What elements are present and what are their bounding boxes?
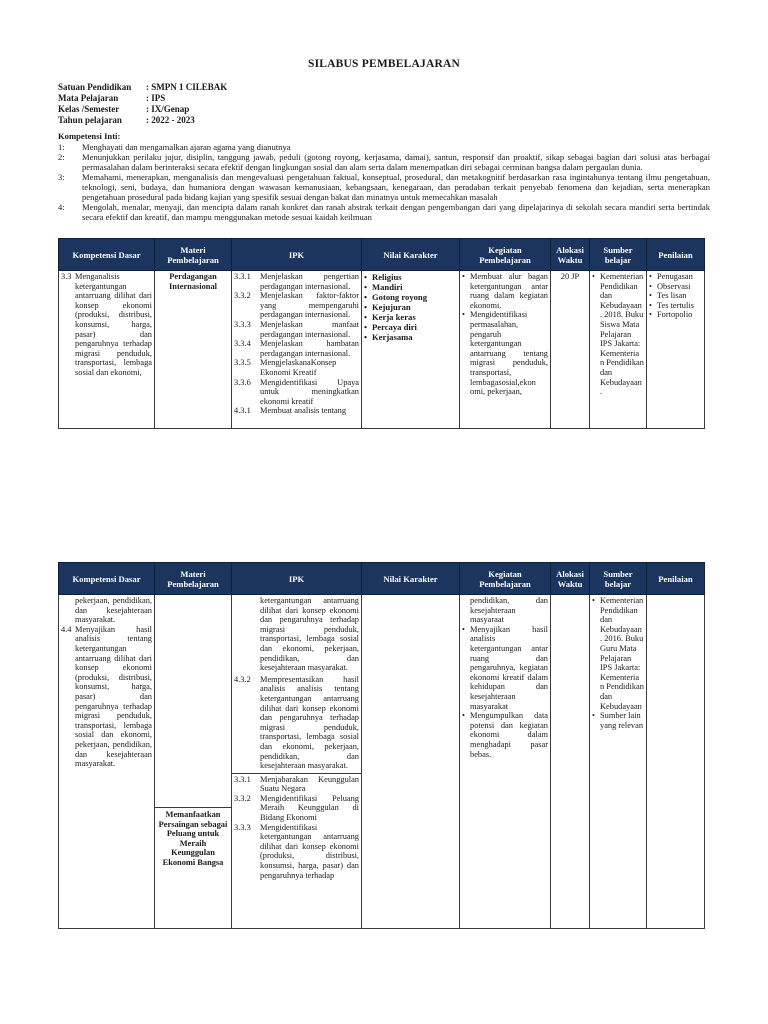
- ipk-item: [234, 794, 359, 823]
- ipk-text: Mempresentasikan hasil analisis analisis tentang ketergantungan antarruang dilihat dari konsep ekonomi dan pengaruhnya terhadap migrasi penduduk, transportasi, lembaga sosial dan ekonomi, pekerjaan, pendidikan, dan kesejahteraan masyarakat.: [260, 674, 359, 771]
- info-key: Tahun pelajaran: [58, 115, 122, 125]
- page-title: SILABUS PEMBELAJARAN: [308, 58, 460, 70]
- kd-text: Menganalisis ketergantungan antarruang dilihat dari konsep ekonomi (produksi, distribusi, konsumsi, harga, pasar) dan pengaruhnya terhadap migrasi penduduk, transportasi, lembaga sosial dan ekonomi,: [75, 272, 152, 377]
- kegiatan-list: [462, 625, 548, 759]
- cell-materi: [155, 271, 232, 429]
- list-item: • Membuat alur bagan ketergantungan antar ruang dalam kegiatan ekonomi.: [470, 272, 548, 310]
- cell-kompetensi-dasar: [59, 595, 155, 929]
- ki-item: [58, 172, 710, 202]
- header-materi: Materi Pembelajaran: [155, 239, 232, 271]
- kd-item: [61, 625, 152, 769]
- ipk-text: Mengidentifikasi Upaya untuk meningkatkan ekonomi kreatif: [260, 377, 359, 406]
- ki-number: 3:: [58, 172, 65, 182]
- ipk-block-b: [232, 773, 361, 881]
- list-item: • Religius: [372, 272, 457, 282]
- cell-alokasi: [551, 595, 590, 929]
- ki-text: Mengolah, menalar, menyaji, dan mencipta dalam ranah konkret dan ranah abstrak terkait dengan pengembangan dari yang dipelajarinya di sekolah secara mandiri serta bertindak secara efektif dan kreatif, dan mampu menggunakan metode sesuai kaidah keilmuan: [82, 202, 710, 222]
- ipk-item: [234, 823, 359, 881]
- header-kegiatan: Kegiatan Pembelajaran: [460, 239, 551, 271]
- cell-kompetensi-dasar: [59, 271, 155, 429]
- cell-ipk: [232, 271, 362, 429]
- list-item: • Kerja keras: [372, 312, 457, 322]
- info-row: [58, 104, 227, 115]
- info-value: : IPS: [146, 93, 166, 103]
- header-nilai-karakter: Nilai Karakter: [362, 563, 460, 595]
- cell-penilaian: [647, 595, 705, 929]
- sumber-list: [592, 596, 644, 730]
- list-item: • Kementerian Pendidikan dan Kebudayaan . 2018. Buku Siswa Mata Pelajaran IPS Jakarta: Kementeria n Pendidikan dan Kebudayaan .: [600, 272, 644, 397]
- ipk-text: Membuat analisis tentang: [260, 406, 347, 416]
- list-item: • Observasi: [657, 282, 702, 292]
- ki-item: [58, 142, 710, 152]
- header-penilaian: Penilaian: [647, 563, 705, 595]
- info-key: Satuan Pendidikan: [58, 82, 132, 92]
- list-item: • Tes tertulis: [657, 301, 702, 311]
- kd-item: [61, 272, 152, 378]
- ki-item: [58, 202, 710, 222]
- info-value: : 2022 - 2023: [146, 115, 195, 125]
- list-item: • Kementerian Pendidikan dan Kebudayaan . 2016. Buku Guru Mata Pelajaran IPS Jakarta: Kementeria n Pendidikan dan Kebudayaan: [600, 596, 644, 711]
- ipk-text: MengjelaskanaKonsep Ekonomi Kreatif: [260, 358, 337, 377]
- cell-nilai-karakter: [362, 271, 460, 429]
- ipk-item: [234, 272, 359, 291]
- list-item: • Penugasan: [657, 272, 702, 282]
- penilaian-list: [649, 272, 702, 320]
- ipk-number: 3.3.2: [234, 291, 251, 301]
- ipk-text: Menjelaskan hambatan perdagangan internasional.: [260, 339, 359, 358]
- info-value: : SMPN 1 CILEBAK: [146, 82, 228, 92]
- kd-number: 4.4: [61, 624, 72, 634]
- header-sumber: Sumber belajar: [590, 563, 647, 595]
- header-ipk: IPK: [232, 563, 362, 595]
- ipk-number: 3.3.1: [234, 774, 251, 784]
- ki-number: 1:: [58, 142, 65, 152]
- list-item: • Menyajikan hasil analisis ketergantungan antar ruang dan pengaruhnya, kegiatan ekonomi kreatif dalam kehidupan dan kesejahteraan masyarakat: [470, 625, 548, 711]
- cell-kegiatan: [460, 271, 551, 429]
- kompetensi-inti: [58, 131, 710, 222]
- list-item: • Mengidentifikasi permasalahan, pengaruh ketergantungan antarruang tentang migrasi penduduk, transportasi, lembagasosial,ekon omi, pekerjaan,: [470, 310, 548, 396]
- cell-materi: [155, 595, 232, 929]
- materi-text: Perdagangan Internasional: [169, 272, 217, 291]
- ipk-number: 3.3.5: [234, 358, 251, 368]
- ipk-item: [234, 320, 359, 339]
- info-row: [58, 93, 227, 104]
- sumber-list: [592, 272, 644, 397]
- ipk-item: [234, 291, 359, 320]
- info-row: [58, 115, 227, 126]
- ki-item: [58, 152, 710, 172]
- header-sumber: Sumber belajar: [590, 239, 647, 271]
- header-alokasi: Alokasi Waktu: [551, 563, 590, 595]
- ipk-number: 3.3.3: [234, 822, 251, 832]
- ipk-number: 3.3.1: [234, 272, 251, 281]
- ipk-number: 3.3.3: [234, 319, 251, 329]
- header-nilai-karakter: Nilai Karakter: [362, 239, 460, 271]
- ki-number: 2:: [58, 152, 65, 162]
- ipk-text: Mengidentifikasi Peluang Meraih Keunggulan di Bidang Ekonomi: [260, 793, 359, 823]
- ipk-text: Menjelaskan pengertian perdagangan internasional.: [260, 272, 359, 291]
- kegiatan-continued-text: pendidikan, dan kesejahteraan masyaraat: [470, 596, 548, 625]
- cell-sumber: [590, 271, 647, 429]
- cell-sumber: [590, 595, 647, 929]
- list-item: • Tes lisan: [657, 291, 702, 301]
- table-header-row: [59, 239, 705, 271]
- table-header-row: [59, 563, 705, 595]
- kd-number: 3.3: [61, 272, 72, 281]
- ki-text: Menghayati dan mengamalkan ajaran agama yang dianutnya: [82, 142, 291, 152]
- info-row: [58, 82, 227, 93]
- ki-text: Memahami, menerapkan, menganalisis dan mengevaluasi pengetahuan faktual, konseptual, prosedural, dan metakognitif berdasarkan rasa ingintahunya tentang ilmu pengetahuan, teknologi, seni, budaya, dan humaniora dengan wawasan kemanusiaan, kebangsaan, kenegaraan, dan peradaban terkait penyebab fenomena dan kejadian, serta menerapkan pengetahuan prosedural pada bidang kajian yang spesifik sesuai dengan bakat dan minatnya untuk memecahkan masalah: [82, 172, 710, 202]
- ki-text: Menunjukkan perilaku jujur, disiplin, tanggung jawab, peduli (gotong royong, kerjasama, damai), santun, responsif dan proaktif, sikap sebagai bagian dari solusi atas berbagai permasalahan dalam berinteraksi secara efektif dengan lingkungan sosial dan alam serta dalam menempatkan diri sebagai cerminan bangsa dalam pergaulan dunia.: [82, 152, 710, 172]
- ipk-item: [234, 675, 359, 771]
- list-item: • Mengumpulkan data potensi dan kegiatan ekonomi dalam menghadapi pasar bebas.: [470, 711, 548, 759]
- cell-alokasi: [551, 271, 590, 429]
- kd-text: Menyajikan hasil analisis tentang ketergantungan antarruang dilihat dari konsep ekonomi (produksi, distribusi, konsumsi, harga, pasar) dan pengaruhnya terhadap migrasi penduduk, transportasi, lembaga sosial dan ekonomi, pekerjaan, pendidikan, dan kesejahteraan masyarakat.: [75, 624, 152, 769]
- ki-number: 4:: [58, 202, 65, 212]
- ipk-text: Mengidentifikasi ketergantungan antarruang dilihat dari konsep ekonomi (produksi, distribusi, konsumsi, harga, pasar) dan pengaruhnya terhadap: [260, 822, 359, 880]
- list-item: • Percaya diri: [372, 322, 457, 332]
- header-materi: Materi Pembelajaran: [155, 563, 232, 595]
- list-item: • Fortopolio: [657, 310, 702, 320]
- syllabus-table-1: [58, 238, 705, 429]
- ipk-number: 3.3.6: [234, 377, 251, 387]
- list-item: • Mandiri: [372, 282, 457, 292]
- info-key: Mata Pelajaran: [58, 93, 119, 103]
- header-kompetensi-dasar: Kompetensi Dasar: [59, 563, 155, 595]
- ipk-item: [234, 339, 359, 358]
- cell-kegiatan: [460, 595, 551, 929]
- ipk-number: 3.3.2: [234, 793, 251, 803]
- list-item: • Sumber lain yang relevan: [600, 711, 644, 730]
- list-item: • Kejujuran: [372, 302, 457, 312]
- info-key: Kelas /Semester: [58, 104, 120, 114]
- kegiatan-list: [462, 272, 548, 397]
- info-value: : IX/Genap: [146, 104, 190, 114]
- ipk-number: 3.3.4: [234, 339, 251, 349]
- materi-empty-area: [155, 595, 231, 801]
- ipk-continued-text: ketergantungan antarruang dilihat dari konsep ekonomi dan pengaruhnya terhadap migrasi penduduk, transportasi, lembaga sosial dan ekonomi, pekerjaan, pendidikan, dan kesejahteraan masyarakat.: [260, 596, 359, 673]
- nilai-karakter-list: [364, 272, 457, 342]
- header-kegiatan: Kegiatan Pembelajaran: [460, 563, 551, 595]
- header-penilaian: Penilaian: [647, 239, 705, 271]
- ipk-item: [234, 358, 359, 377]
- syllabus-table-2: [58, 562, 705, 929]
- kd-continued-text: pekerjaan, pendidikan, dan kesejahteraan masyarakat.: [75, 596, 152, 625]
- ipk-item: [234, 406, 359, 416]
- header-alokasi: Alokasi Waktu: [551, 239, 590, 271]
- materi-text: Memanfaatkan Persaingan sebagai Peluang untuk Meraih Keunggulan Ekonomi Bangsa: [158, 810, 228, 867]
- kompetensi-inti-heading: Kompetensi Inti:: [58, 131, 121, 141]
- ipk-text: Menjelaskan faktor-faktor yang mempengaruhi perdagangan internasional.: [260, 291, 359, 320]
- table-row: [59, 595, 705, 929]
- alokasi-text: 20 JP: [560, 272, 580, 281]
- ipk-number: 4.3.2: [234, 674, 251, 684]
- ipk-item: [234, 775, 359, 794]
- table-row: [59, 271, 705, 429]
- cell-nilai-karakter: [362, 595, 460, 929]
- cell-penilaian: [647, 271, 705, 429]
- school-info: [58, 82, 227, 126]
- ipk-number: 4.3.1: [234, 406, 251, 416]
- ipk-block-a: [232, 675, 361, 771]
- list-item: • Kerjasama: [372, 332, 457, 342]
- header-kompetensi-dasar: Kompetensi Dasar: [59, 239, 155, 271]
- materi-block: [155, 807, 231, 868]
- ipk-text: Menjelaskan manfaat perdagangan internasional.: [260, 319, 359, 339]
- list-item: • Gotong royong: [372, 292, 457, 302]
- header-ipk: IPK: [232, 239, 362, 271]
- cell-ipk: [232, 595, 362, 929]
- ipk-text: Menjabarakan Keunggulan Suatu Negara: [260, 774, 359, 794]
- ipk-item: [234, 378, 359, 407]
